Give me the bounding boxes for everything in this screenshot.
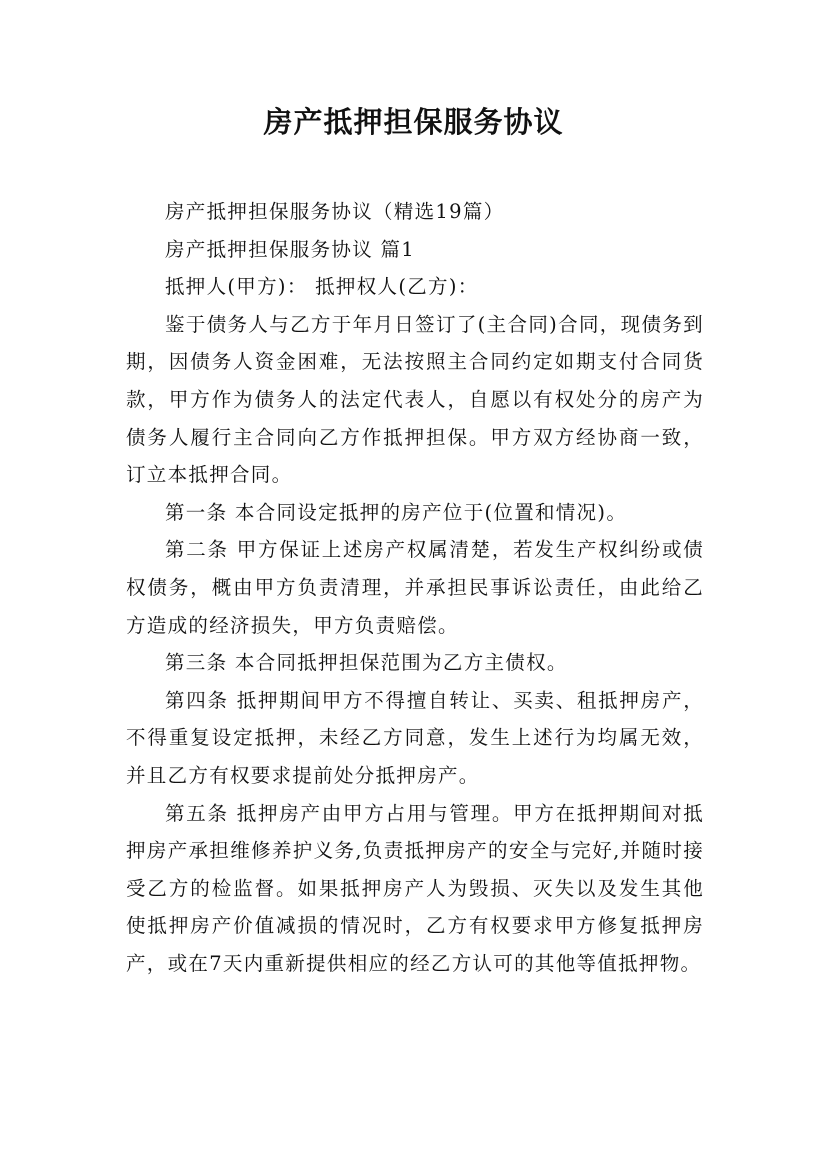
paragraph-subtitle: 房产抵押担保服务协议（精选19篇） — [165, 200, 505, 223]
paragraph-preamble: 鉴于债务人与乙方于年月日签订了(主合同)合同，现债务到期，因债务人资金困难，无法按照主合同约定如期支付合同货款，甲方作为债务人的法定代表人，自愿以有权处分的房产为债务人履行主合同向乙方作抵押担保。甲方双方经协商一致，订立本抵押合同。 — [126, 312, 704, 487]
paragraph-article-2: 第二条 甲方保证上述房产权属清楚，若发生产权纠纷或债权债务，概由甲方负责清理，并承担民事诉讼责任，由此给乙方造成的经济损失，甲方负责赔偿。 — [126, 538, 704, 637]
document-title: 房产抵押担保服务协议 — [263, 105, 564, 139]
paragraph-article-1: 第一条 本合同设定抵押的房产位于(位置和情况)。 — [165, 500, 628, 524]
paragraph-section-heading: 房产抵押担保服务协议 篇1 — [165, 237, 416, 261]
paragraph-article-5: 第五条 抵押房产由甲方占用与管理。甲方在抵押期间对抵押房产承担维修养护义务,负责抵押房产的安全与完好,并随时接受乙方的检监督。如果抵押房产人为毁损、灭失以及发生其他使抵押房产价值减损的情况时，乙方有权要求甲方修复抵押房产，或在7天内重新提供相应的经乙方认可的其他等值抵押物。 — [126, 801, 704, 975]
paragraph-parties: 抵押人(甲方)： 抵押权人(乙方)： — [165, 275, 479, 299]
paragraph-article-3: 第三条 本合同抵押担保范围为乙方主债权。 — [165, 651, 568, 675]
paragraph-article-4: 第四条 抵押期间甲方不得擅自转让、买卖、租抵押房产，不得重复设定抵押，未经乙方同意，发生上述行为均属无效，并且乙方有权要求提前处分抵押房产。 — [126, 688, 704, 787]
document-body — [126, 193, 704, 982]
